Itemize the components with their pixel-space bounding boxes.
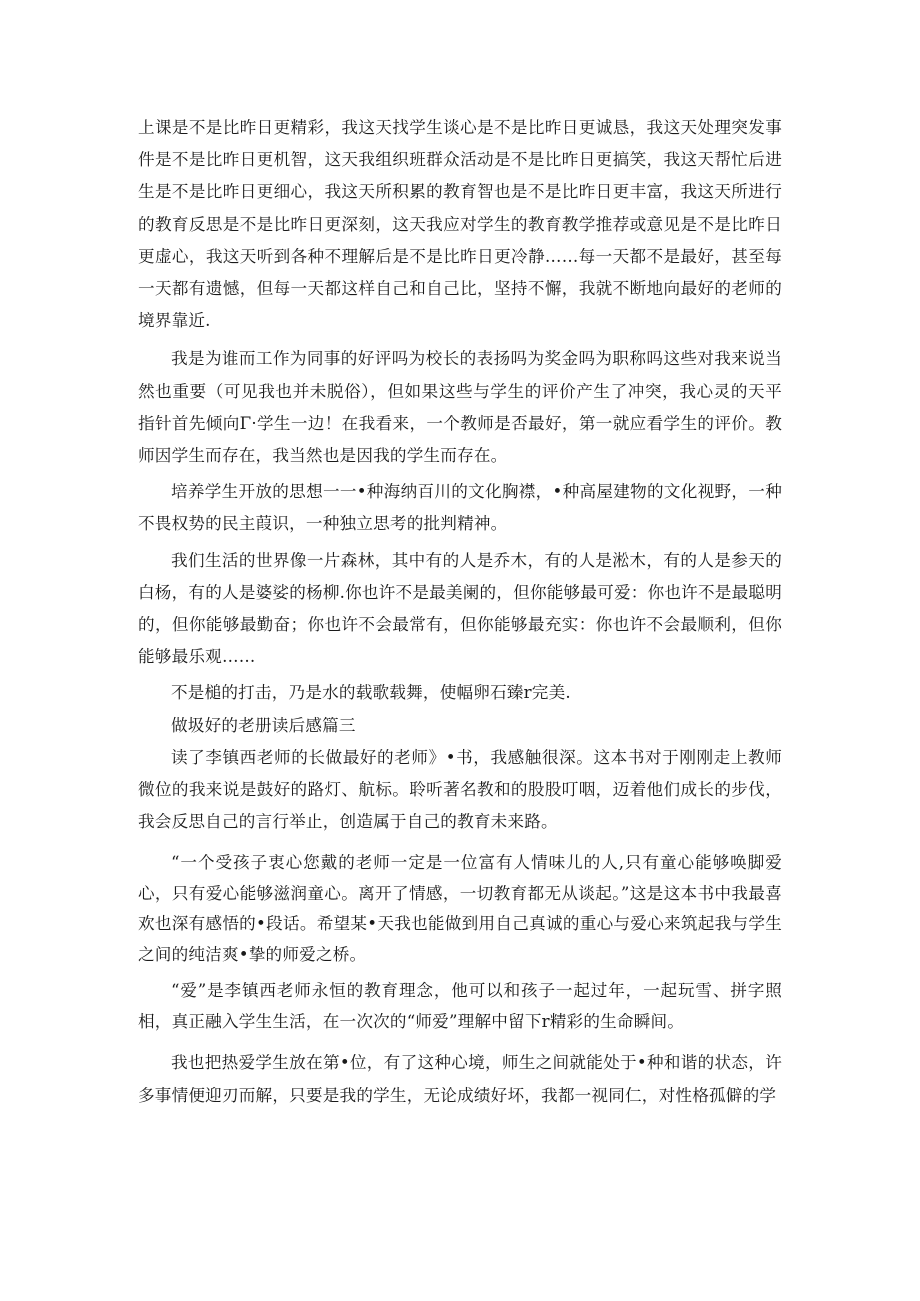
paragraph-4: 我们生活的世界像一片森林，其中有的人是乔木，有的人是淞木，有的人是参天的白杨，有的人是婆娑的杨柳.你也许不是最美阑的，但你能够最可爱：你也许不是最聪明的，但你能够最勤奋；你也许不会最常有，但你能够最充实：你也许不会最顺利，但你能够最乐观…… [138,550,782,667]
paragraph-7: “一个受孩子衷心您戴的老师一定是一位富有人情味儿的人,只有童心能够唤脚爱心，只有爱心能够滋润童心。离开了情感，一切教育都无从谈起。”这是这本书中我最喜欢也深有感悟的•段话。希望某•天我也能做到用自己真诚的重心与爱心来筑起我与学生之间的纯洁爽•挚的师爱之桥。 [138,853,782,964]
paragraph-2: 我是为谁而工作为同事的好评吗为校长的表扬吗为奖金吗为职称吗这些对我来说当然也重要（可见我也并未脱俗），但如果这些与学生的评价产生了冲突，我心灵的天平指针首先倾向Γ·学生一边！在我看来，一个教师是否最好，第一就应看学生的评价。教师因学生而存在，我当然也是因我的学生而存在。 [138,349,782,466]
paragraph-1: 上课是不是比昨日更精彩，我这天找学生谈心是不是比昨日更诚恳，我这天处理突发事件是不是比昨日更机智，这天我组织班群众活动是不是比昨日更搞笑，我这天帮忙后进生是不是比昨日更细心，我这天所积累的教育智也是不是比昨日更丰富，我这天所进行的教育反思是不是比昨日更深刻，这天我应对学生的教育教学推荐或意见是不是比昨日更虚心，我这天听到各种不理解后是不是比昨日更冷静……每一天都不是最好，甚至每一天都有遗憾，但每一天都这样自己和自己比，坚持不懈，我就不断地向最好的老师的境界靠近. [138,118,782,331]
paragraph-3: 培养学生开放的思想一一•种海纳百川的文化胸襟，•种高屋建物的文化视野，一种不畏权势的民主葭识，一种独立思考的批判精神。 [138,482,782,534]
paragraph-5: 不是槌的打击，乃是水的载歌载舞，使幅卵石臻r完美. [171,683,571,703]
paragraph-9: 我也把热爱学生放在第•位，有了这种心境，师生之间就能处于•种和谐的状态，许多事情便迎刃而解，只要是我的学生，无论成绩好坏，我都一视同仁，对性格孤僻的学 [138,1053,782,1105]
paragraph-6: 读了李镇西老师的长做最好的老师》•书，我感触很深。这本书对于刚刚走上教师微位的我来说是鼓好的路灯、航标。聆听著名教和的股股叮咽，迈着他们成长的步伐，我会反思自己的言行举止，创造属于自己的教育未来路。 [138,747,782,832]
document-page [138,112,782,1112]
section-title: 做圾好的老册读后感篇三 [171,715,356,735]
paragraph-8: “爱”是李镇西老师永恒的教育理念，他可以和孩子一起过年，一起玩雪、拼字照相，真正融入学生生活，在一次次的“师爱”理解中留下r精彩的生命瞬间。 [138,981,782,1031]
